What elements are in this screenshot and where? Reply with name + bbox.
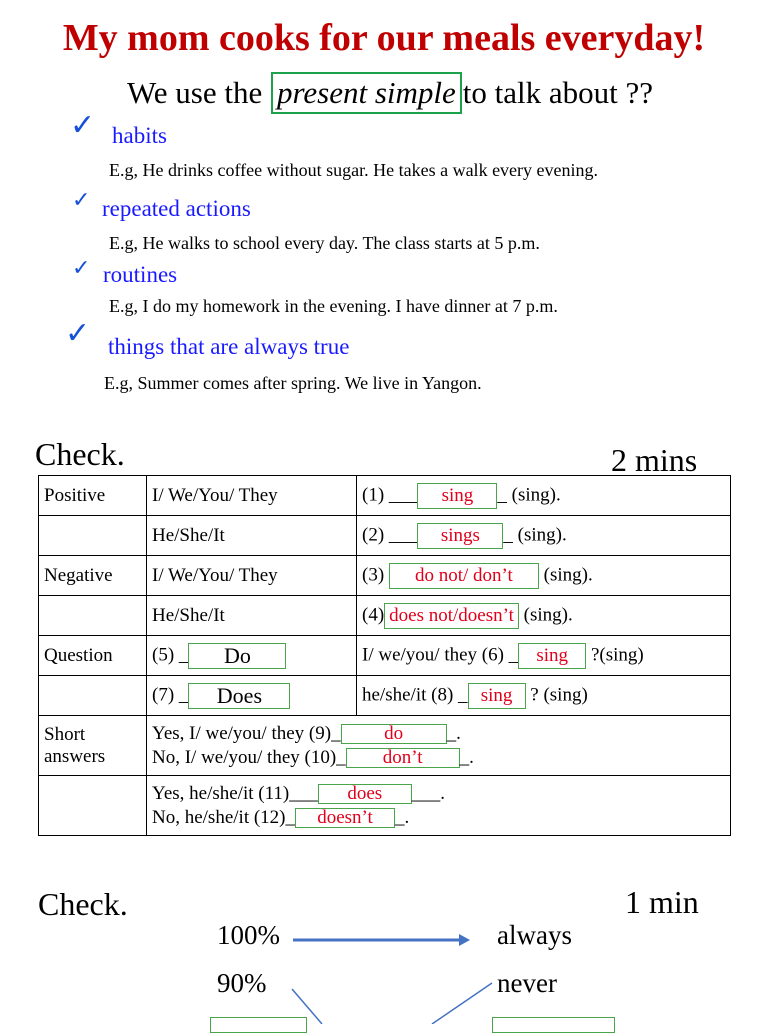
prompt-text: ___. <box>411 782 445 804</box>
subject-cell: He/She/It <box>147 516 357 556</box>
subtitle-boxed-term: present simple <box>271 72 462 114</box>
subject-cell: I/ We/You/ They <box>147 556 357 596</box>
prompt-text: Yes, he/she/it (11)___ <box>152 782 318 804</box>
use-example-always-true: E.g, Summer comes after spring. We live in Yangon. <box>104 373 482 393</box>
prompt-text: _. <box>459 746 474 768</box>
prompt-text: (2) ___ <box>362 523 418 545</box>
prompt-text: Yes, I/ we/you/ they (9)_ <box>152 722 341 744</box>
answer-box: do not/ don’t <box>389 563 539 589</box>
answer-box: sings <box>417 523 503 549</box>
frequency-percent: 100% <box>217 920 280 950</box>
use-label-repeated-actions: repeated actions <box>102 196 251 221</box>
answer-box <box>492 1017 615 1033</box>
check-heading: Check. <box>38 886 128 922</box>
use-example-habits: E.g, He drinks coffee without sugar. He takes a walk every evening. <box>109 160 599 180</box>
use-label-routines: routines <box>103 262 178 287</box>
prompt-text: ?(sing) <box>590 643 644 665</box>
row-label: Question <box>39 636 147 676</box>
use-label-habits: habits <box>112 123 167 148</box>
prompt-text: (7) _ <box>152 683 189 705</box>
prompt-text: (4) <box>362 603 385 625</box>
answer-box: sing <box>417 483 497 509</box>
prompt-text: No, I/ we/you/ they (10)_ <box>152 746 346 768</box>
answer-box: do <box>341 724 447 744</box>
subject-cell: I/ We/You/ They <box>147 476 357 516</box>
answer-box: sing <box>468 683 526 709</box>
prompt-text: (5) _ <box>152 643 189 665</box>
prompt-text: I/ we/you/ they (6) _ <box>362 643 519 665</box>
prompt-text: (3) <box>362 563 385 585</box>
prompt-text: _. <box>395 806 410 828</box>
answer-box: sing <box>518 643 586 669</box>
prompt-text: (sing). <box>523 603 573 625</box>
page-title: My mom cooks for our meals everyday! <box>62 17 706 59</box>
answer-box: don’t <box>346 748 460 768</box>
checkmark-icon: ✓ <box>65 316 91 351</box>
row-label: Negative <box>39 556 147 596</box>
prompt-text: No, he/she/it (12)_ <box>152 806 296 828</box>
prompt-text: (1) ___ <box>362 483 418 505</box>
answer-box: does <box>318 784 412 804</box>
prompt-text: (sing). <box>543 563 593 585</box>
match-line <box>432 983 492 1024</box>
subtitle-after: to talk about ?? <box>462 75 654 110</box>
answer-box <box>210 1017 307 1033</box>
subject-cell: He/She/It <box>147 596 357 636</box>
time-limit: 1 min <box>625 884 699 920</box>
frequency-percent: 90% <box>217 968 267 998</box>
answer-box: doesn’t <box>295 808 395 828</box>
frequency-adverb: never <box>497 968 557 998</box>
prompt-text: he/she/it (8) _ <box>362 683 468 705</box>
checkmark-icon: ✓ <box>70 108 96 143</box>
answer-box: does not/doesn’t <box>384 603 519 629</box>
row-label-line: Short <box>44 723 86 745</box>
row-label-line: answers <box>44 745 106 767</box>
answer-box: Does <box>188 683 290 709</box>
use-example-repeated-actions: E.g, He walks to school every day. The class starts at 5 p.m. <box>109 233 540 253</box>
check-heading: Check. <box>35 436 125 472</box>
prompt-text: _ (sing). <box>503 523 567 545</box>
prompt-text: _ (sing). <box>497 483 561 505</box>
time-limit: 2 mins <box>611 442 698 478</box>
arrow-head-icon <box>459 934 470 946</box>
subtitle-before: We use the <box>127 75 263 110</box>
checkmark-icon: ✓ <box>72 256 91 281</box>
checkmark-icon: ✓ <box>72 188 91 213</box>
frequency-adverb: always <box>497 920 572 950</box>
answer-box: Do <box>188 643 286 669</box>
use-label-always-true: things that are always true <box>108 334 350 359</box>
row-label: Positive <box>39 476 147 516</box>
prompt-text: _. <box>446 722 461 744</box>
prompt-text: ? (sing) <box>530 683 588 705</box>
use-example-routines: E.g, I do my homework in the evening. I have dinner at 7 p.m. <box>109 296 558 316</box>
